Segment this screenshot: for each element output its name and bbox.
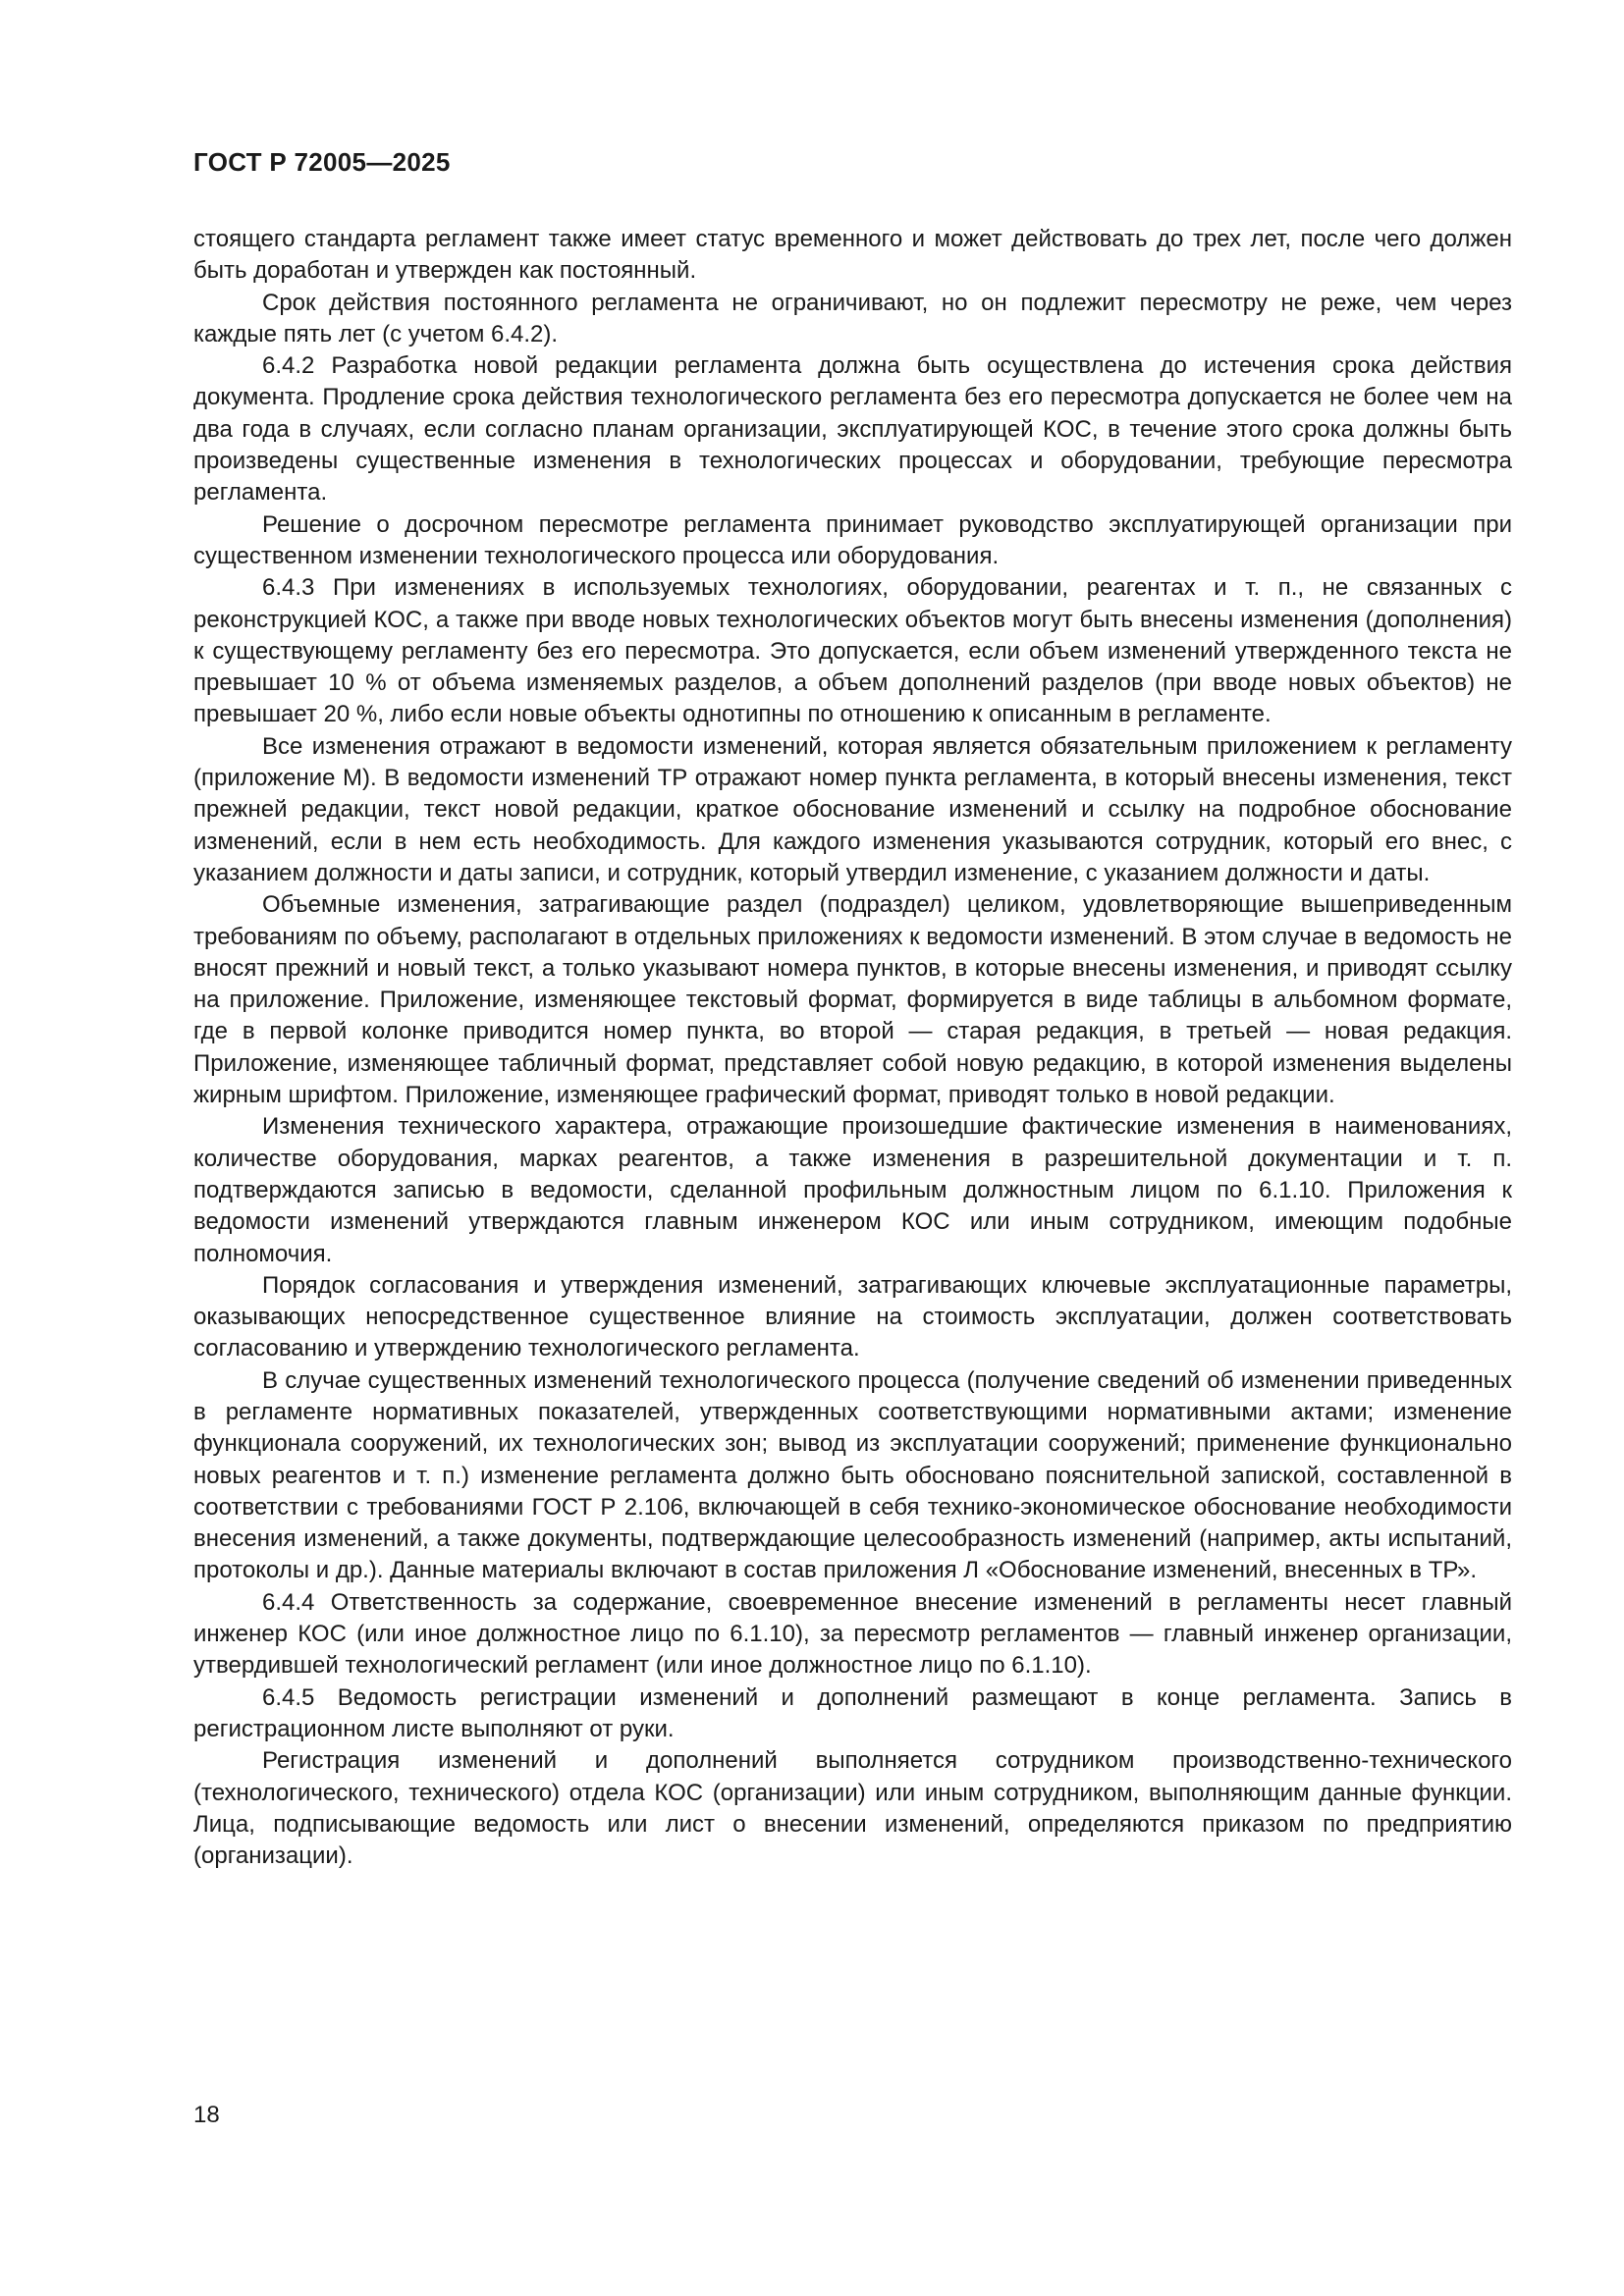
paragraph-6-4-4: 6.4.4 Ответственность за содержание, своевременное внесение изменений в регламенты несет главный инженер КОС (или иное должностное лицо по 6.1.10), за пересмотр регламентов — главный инженер организации, утвердившей технологический регламент (или иное должностное лицо по 6.1.10). <box>193 1588 1512 1680</box>
document-header: ГОСТ Р 72005—2025 <box>193 147 451 177</box>
paragraph-approval-procedure: Порядок согласования и утверждения изменений, затрагивающих ключевые эксплуатационные параметры, оказывающих непосредственное существенное влияние на стоимость эксплуатации, должен соответствовать согласованию и утверждению технологического регламента. <box>193 1271 1512 1362</box>
paragraph-6-4-2: 6.4.2 Разработка новой редакции регламента должна быть осуществлена до истечения срока действия документа. Продление срока действия технологического регламента без его пересмотра допускается не более чем на два года в случаях, если согласно планам организации, эксплуатирующей КОС, в течение этого срока должны быть произведены существенные изменения в технологических процессах и оборудовании, требующие пересмотра регламента. <box>193 352 1512 507</box>
paragraph-6-4-5: 6.4.5 Ведомость регистрации изменений и дополнений размещают в конце регламента. Запись в регистрационном листе выполняют от руки. <box>193 1683 1512 1742</box>
paragraph-technical-changes: Изменения технического характера, отражающие произошедшие фактические изменения в наименованиях, количестве оборудования, марках реагентов, а также изменения в разрешительной документации и т. п. подтверждаются записью в ведомости, сделанной профильным должностным лицом по 6.1.10. Приложения к ведомости изменений утверждаются главным инженером КОС или иным сотрудником, имеющим подобные полномочия. <box>193 1113 1512 1267</box>
paragraph-continuation: стоящего стандарта регламент также имеет статус временного и может действовать до трех лет, после чего должен быть доработан и утвержден как постоянный. <box>193 226 1512 285</box>
paragraph-registration: Регистрация изменений и дополнений выполняется сотрудником производственно-технического (технологического, технического) отдела КОС (организации) или иным сотрудником, выполняющим данные функции. Лица, подписывающие ведомость или лист о внесении изменений, определяются приказом по предприятию (организации). <box>193 1747 1512 1870</box>
paragraph-regulation-validity: Срок действия постоянного регламента не ограничивают, но он подлежит пересмотру не реже, чем через каждые пять лет (с учетом 6.4.2). <box>193 289 1512 347</box>
document-body <box>193 224 1512 1872</box>
document-page <box>193 0 1512 2296</box>
paragraph-bulk-changes: Объемные изменения, затрагивающие раздел (подраздел) целиком, удовлетворяющие вышеприведенным требованиям по объему, располагают в отдельных приложениях к ведомости изменений. В этом случае в ведомость не вносят прежний и новый текст, а только указывают номера пунктов, в которые внесены изменения, и приводят ссылку на приложение. Приложение, изменяющее текстовый формат, формируется в виде таблицы в альбомном формате, где в первой колонке приводится номер пункта, во второй — старая редакция, в третьей — новая редакция. Приложение, изменяющее табличный формат, представляет собой новую редакцию, в которой изменения выделены жирным шрифтом. Приложение, изменяющее графический формат, приводят только в новой редакции. <box>193 891 1512 1109</box>
page-number: 18 <box>193 2102 220 2128</box>
paragraph-early-revision: Решение о досрочном пересмотре регламента принимает руководство эксплуатирующей организации при существенном изменении технологического процесса или оборудования. <box>193 510 1512 569</box>
paragraph-change-register: Все изменения отражают в ведомости изменений, которая является обязательным приложением к регламенту (приложение М). В ведомости изменений ТР отражают номер пункта регламента, в который внесены изменения, текст прежней редакции, текст новой редакции, краткое обоснование изменений и ссылку на подробное обоснование изменений, если в нем есть необходимость. Для каждого изменения указываются сотрудник, который его внес, с указанием должности и даты записи, и сотрудник, который утвердил изменение, с указанием должности и даты. <box>193 732 1512 886</box>
paragraph-6-4-3: 6.4.3 При изменениях в используемых технологиях, оборудовании, реагентах и т. п., не связанных с реконструкцией КОС, а также при вводе новых технологических объектов могут быть внесены изменения (дополнения) к существующему регламенту без его пересмотра. Это допускается, если объем изменений утвержденного текста не превышает 10 % от объема изменяемых разделов, а объем дополнений разделов (при вводе новых объектов) не превышает 20 %, либо если новые объекты однотипны по отношению к описанным в регламенте. <box>193 574 1512 728</box>
paragraph-substantial-changes: В случае существенных изменений технологического процесса (получение сведений об изменении приведенных в регламенте нормативных показателей, утвержденных соответствующими нормативными актами; изменение функционала сооружений, их технологических зон; вывод из эксплуатации сооружений; применение функционально новых реагентов и т. п.) изменение регламента должно быть обосновано пояснительной запиской, составленной в соответствии с требованиями ГОСТ Р 2.106, включающей в себя технико-экономическое обоснование необходимости внесения изменений, а также документы, подтверждающие целесообразность изменений (например, акты испытаний, протоколы и др.). Данные материалы включают в состав приложения Л «Обоснование изменений, внесенных в ТР». <box>193 1366 1512 1584</box>
